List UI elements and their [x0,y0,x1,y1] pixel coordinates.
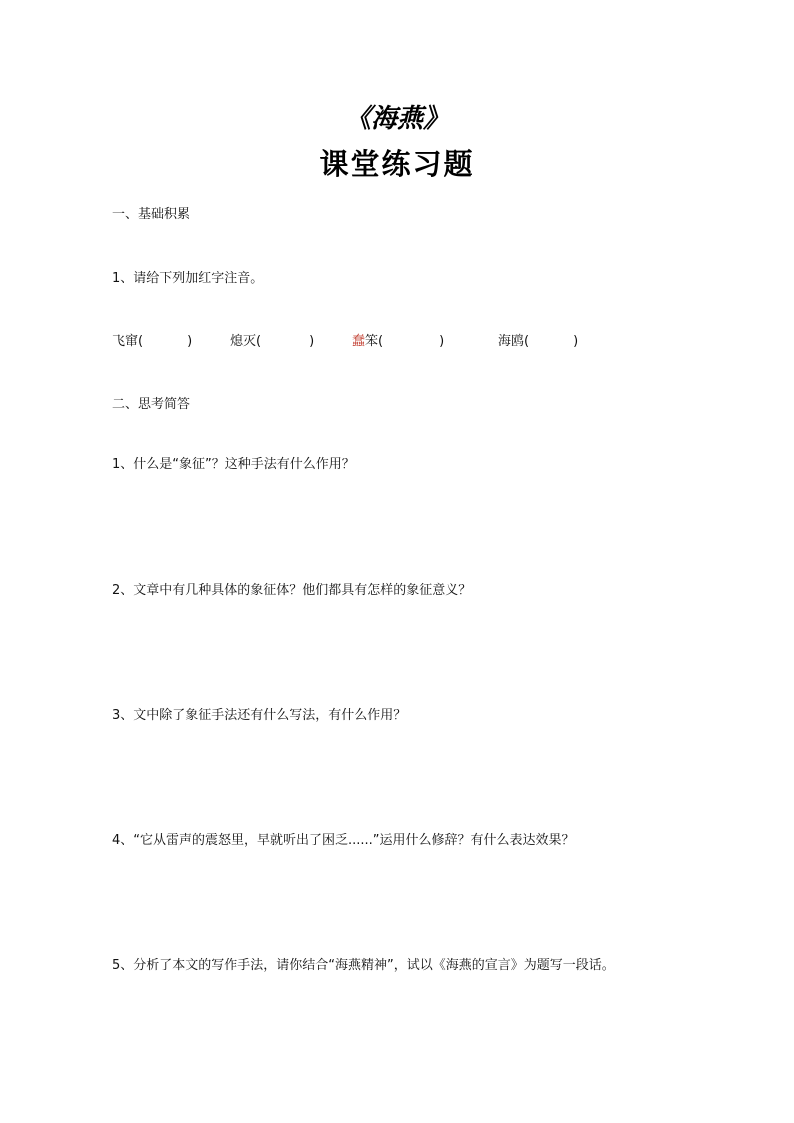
paren-open: ( [138,334,144,349]
paren-open: ( [378,334,384,349]
word-item [230,333,314,351]
word-text: 窜 [125,334,139,349]
question-pinyin: 1、请给下列加红字注音。 [112,271,264,286]
word-text: 海鸥 [498,334,525,349]
word-text: 笨 [365,334,379,349]
section-heading-basics: 一、基础积累 [112,207,191,222]
paren-close: ) [573,334,579,349]
paren-open: ( [256,334,262,349]
section-heading-questions: 二、思考简答 [112,397,191,412]
word-text: 飞 [112,334,126,349]
question-4: 4、“它从雷声的震怒里，早就听出了困乏......”运用什么修辞？有什么表达效果？ [112,833,575,848]
paren-close: ) [187,334,193,349]
word-item [498,333,578,351]
word-text: 熄灭 [230,334,257,349]
word-item [112,333,192,351]
question-3: 3、文中除了象征手法还有什么写法，有什么作用？ [112,708,407,723]
word-red-text: 蠢 [352,334,366,349]
question-1: 1、什么是“象征”？这种手法有什么作用？ [112,457,355,472]
page-subtitle: 课堂练习题 [319,147,475,181]
paren-close: ) [439,334,445,349]
question-2: 2、文章中有几种具体的象征体？他们都具有怎样的象征意义？ [112,583,472,598]
page-title: 《海燕》 [344,104,449,134]
paren-close: ) [309,334,315,349]
question-5: 5、分析了本文的写作手法，请你结合“海燕精神”，试以《海燕的宣言》为题写一段话。 [112,958,615,973]
word-item [352,333,444,351]
paren-open: ( [524,334,530,349]
